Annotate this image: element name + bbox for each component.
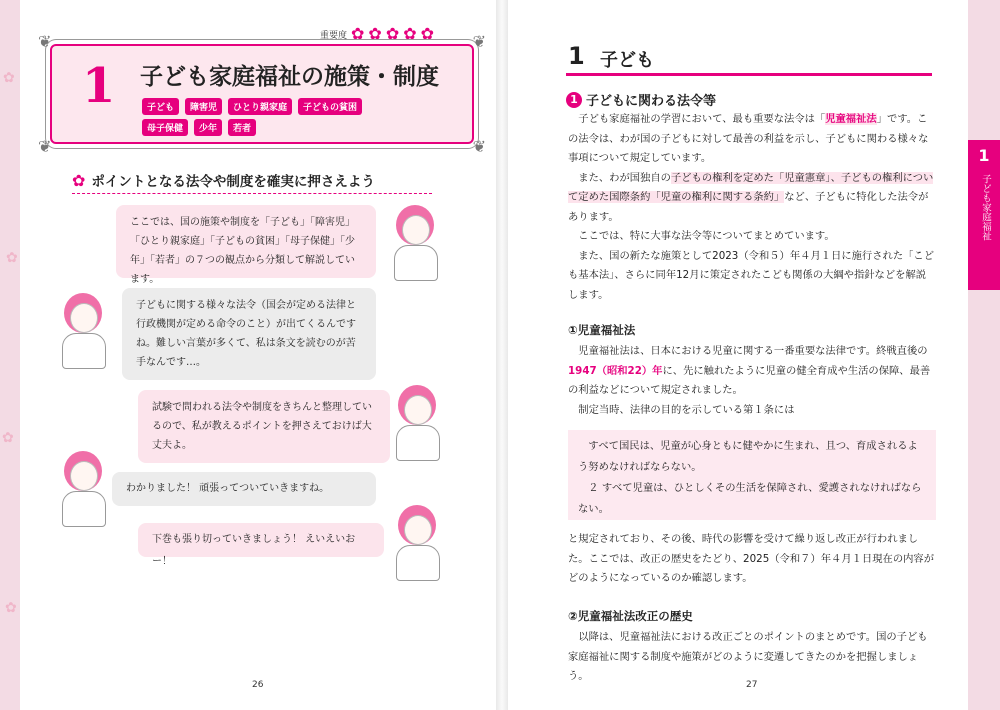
paragraph: ここでは、特に大事な法令等についてまとめています。: [578, 230, 835, 242]
section-title: 子ども: [600, 50, 654, 71]
keyword-tag: ひとり親家庭: [228, 98, 292, 115]
keyword-tag: 子どもの貧困: [298, 98, 362, 115]
teacher-speech-bubble: 試験で問われる法令や制度をきちんと整理しているので、私が教えるポイントを押さえておけば大丈夫よ。: [138, 390, 390, 463]
importance-label: 重要度: [320, 30, 348, 41]
chapter-side-tab: [968, 140, 1000, 290]
teacher-speech-bubble: 下巻も張り切っていきましょう！ えいえいおー！: [138, 523, 384, 557]
number-circle-icon: 1: [566, 92, 582, 108]
ornament-icon: ❦: [472, 137, 486, 156]
side-tab-label: 子ども家庭福祉: [980, 174, 991, 241]
keyword-tag: 若者: [228, 119, 256, 136]
law-paragraphs: [568, 342, 934, 420]
chapter-number: 1: [82, 58, 116, 114]
subsection-title: 子どもに関わる法令等: [586, 94, 717, 109]
keyword-tags: [142, 98, 382, 136]
sakura-decoration-left: ✿ ✿ ✿ ✿: [2, 70, 18, 616]
highlight-term: 児童福祉法: [825, 113, 877, 125]
teacher-avatar: [388, 205, 442, 279]
page-number: 27: [746, 680, 758, 690]
intro-paragraphs: [568, 110, 934, 305]
page-number: 26: [252, 680, 264, 690]
ornament-icon: ❦: [38, 32, 52, 51]
chapter-title: 子ども家庭福祉の施策・制度: [140, 64, 439, 90]
ornament-icon: ❦: [472, 32, 486, 51]
student-avatar: [56, 451, 110, 525]
quote-text: ２ すべて児童は、ひとしくその生活を保障され、愛護されなければならない。: [578, 482, 922, 515]
teacher-avatar: [390, 505, 444, 579]
highlight-text: 子どもの権利を定めた「児童憲章」、子どもの権利について定めた国際条約「児童の権利に関する条約」: [568, 171, 934, 203]
importance-rating: [320, 26, 434, 42]
keyword-tag: 母子保健: [142, 119, 188, 136]
right-page: [508, 0, 968, 710]
point-heading-text: ポイントとなる法令や制度を確実に押さえよう: [91, 174, 375, 190]
quote-box: [568, 430, 936, 520]
side-tab-number: 1: [978, 146, 990, 165]
keyword-tag: 子ども: [142, 98, 179, 115]
flower-star-icon: ✿: [403, 24, 417, 43]
flower-star-icon: ✿: [420, 24, 435, 43]
teacher-speech-bubble: ここでは、国の施策や制度を「子ども」「障害児」「ひとり親家庭」「子どもの貧困」「母子保健」「少年」「若者」の７つの観点から分類して解説しています。: [116, 205, 376, 278]
sakura-icon: ✿: [72, 170, 86, 190]
paragraph: 以降は、児童福祉法における改正ごとのポイントのまとめです。国の子ども家庭福祉に関する制度や施策がどのように変遷してきたのかを把握しましょう。: [568, 631, 928, 682]
left-page: [20, 0, 496, 710]
gutter: [496, 0, 508, 710]
subsection-heading: ②児童福祉法改正の歴史: [568, 609, 693, 623]
flower-star-icon: ✿: [385, 24, 400, 43]
revision-paragraph: [568, 530, 934, 589]
paragraph: 児童福祉法は、日本における児童に関する一番重要な法律です。終戦直後の1947（昭和22）年に、先に触れたように児童の健全育成や生活の保障、最善の利益などについて規定されました。: [568, 345, 931, 396]
section-rule: [566, 73, 932, 76]
keyword-tag: 障害児: [185, 98, 222, 115]
paragraph: また、国の新たな施策として2023（令和５）年４月１日に施行された「こども基本法」、さらに同年12月に策定されたこども関係の大綱や指針などを解説します。: [568, 249, 935, 301]
divider: [72, 193, 432, 194]
history-paragraph: [568, 628, 934, 687]
student-speech-bubble: わかりました！ 頑張ってついていきますね。: [112, 472, 376, 506]
paragraph: と規定されており、その後、時代の影響を受けて繰り返し改正が行われました。ここでは、改正の歴史をたどり、2025（令和７）年４月１日現在の内容がどのようになっているのか確認します。: [568, 533, 935, 584]
paragraph: また、わが国独自の子どもの権利を定めた「児童憲章」、子どもの権利について定めた国際条約「児童の権利に関する条約」など、子どもに特化した法令があります。: [568, 171, 934, 223]
teacher-avatar: [390, 385, 444, 459]
paragraph: 制定当時、法律の目的を示している第１条には: [578, 403, 795, 416]
flower-star-icon: ✿: [368, 24, 382, 43]
flower-star-icon: ✿: [351, 24, 365, 43]
quote-text: すべて国民は、児童が心身ともに健やかに生まれ、且つ、育成されるよう努めなければならない。: [578, 440, 918, 473]
section-number: 1: [568, 42, 585, 70]
keyword-tag: 少年: [194, 119, 222, 136]
student-avatar: [56, 293, 110, 367]
subsection-heading: [566, 90, 716, 109]
ornament-icon: ❦: [38, 137, 52, 156]
subsection-heading: ①児童福祉法: [568, 323, 636, 337]
highlight-year: 1947（昭和22）年: [568, 364, 663, 377]
point-heading: [72, 170, 375, 190]
student-speech-bubble: 子どもに関する様々な法令（国会が定める法律と行政機関が定める命令のこと）が出てくるんですね。難しい言葉が多くて、私は条文を読むのが苦手なんです…。: [122, 288, 376, 380]
paragraph: 子ども家庭福祉の学習において、最も重要な法令は「児童福祉法」です。この法令は、わが国の子どもに対して最善の利益を示し、子どもに関わる様々な事項について規定しています。: [568, 113, 929, 164]
